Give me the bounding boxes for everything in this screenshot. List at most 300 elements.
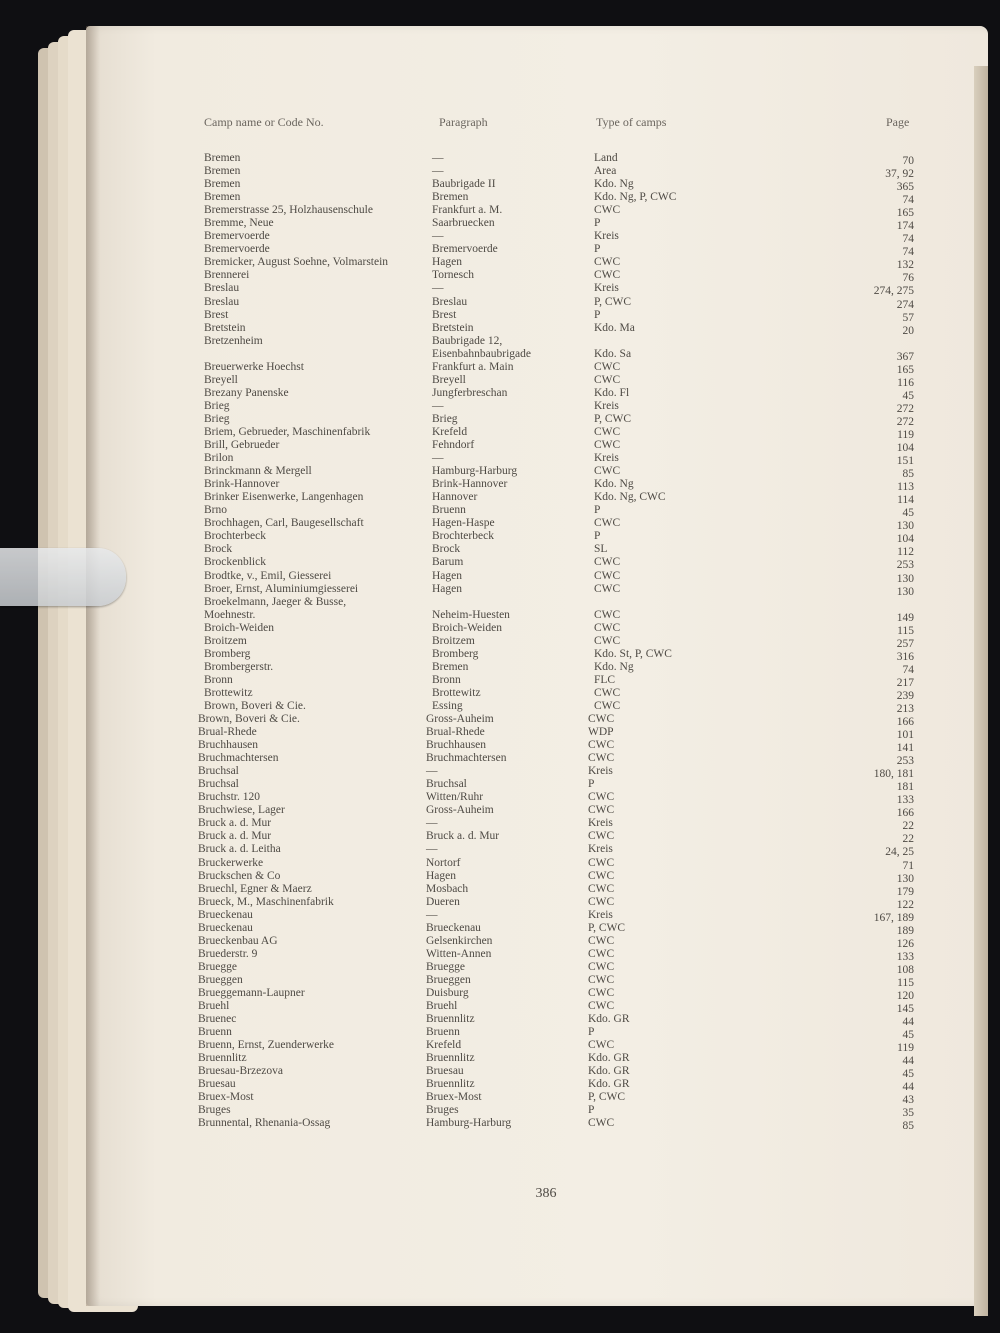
camp-name-cell: Bremen	[204, 191, 241, 204]
page-ref-cell: 22	[902, 833, 914, 846]
camp-name-cell: Bruck a. d. Mur	[198, 830, 272, 843]
table-row	[196, 1052, 916, 1068]
paragraph-cell: Bruchhausen	[426, 739, 487, 752]
table-row	[196, 1039, 916, 1055]
paragraph-cell: Hannover	[432, 491, 478, 504]
camp-type-cell: FLC	[594, 673, 616, 686]
page-ref-cell: 104	[896, 533, 914, 546]
page-ref-cell: 114	[897, 494, 914, 507]
camp-name-cell: Brown, Boveri & Cie.	[204, 699, 306, 712]
table-row	[196, 1013, 916, 1029]
table-row	[196, 322, 916, 335]
camp-name-cell: Brink-Hannover	[204, 478, 280, 491]
camp-type-cell: Kreis	[594, 452, 619, 465]
page-ref-cell: 149	[896, 611, 914, 624]
camp-name-cell: Brezany Panenske	[204, 386, 289, 399]
camp-name-cell: Brockenblick	[204, 556, 266, 569]
page-ref-cell: 126	[896, 937, 914, 950]
camp-type-cell: CWC	[594, 634, 621, 647]
paragraph-cell: Saarbruecken	[432, 217, 495, 230]
table-row	[196, 870, 916, 883]
paragraph-cell: Brueggen	[426, 973, 471, 986]
camp-name-cell: Brochhagen, Carl, Baugesellschaft	[204, 517, 364, 530]
header-camp-name: Camp name or Code No.	[204, 115, 324, 129]
table-row	[196, 413, 916, 426]
table-row	[196, 726, 916, 742]
camp-name-cell: Brueck, M., Maschinenfabrik	[198, 895, 334, 908]
page-ref-cell: 20	[902, 324, 914, 337]
table-row	[196, 269, 916, 285]
page-ref-cell: 274	[896, 298, 914, 311]
page-ref-cell: 116	[897, 376, 914, 389]
table-row	[196, 217, 916, 233]
table-row	[196, 909, 916, 922]
spine-shadow	[86, 26, 100, 1306]
camp-type-cell: SL	[594, 543, 608, 556]
paragraph-cell: Hagen	[432, 569, 463, 582]
paragraph-cell: Frankfurt a. M.	[432, 204, 503, 217]
table-row	[196, 530, 916, 546]
paragraph-cell: Brual-Rhede	[426, 726, 485, 739]
page-ref-cell: 272	[896, 402, 914, 415]
camp-name-cell: Brieg	[204, 412, 230, 425]
table-row	[196, 948, 916, 961]
camp-name-cell: Bremervoerde	[204, 230, 270, 243]
paragraph-cell: Brueckenau	[426, 921, 481, 934]
camp-name-cell: Brennerei	[204, 269, 250, 282]
table-row	[196, 491, 916, 507]
camp-type-cell: CWC	[588, 934, 615, 947]
paragraph-cell: Hagen-Haspe	[432, 517, 495, 530]
table-row	[196, 165, 916, 181]
camp-name-cell: Bruchhausen	[198, 739, 259, 752]
camp-type-cell: CWC	[594, 465, 621, 478]
camp-type-cell: Kdo. Sa	[594, 347, 632, 360]
table-row	[196, 974, 916, 987]
paragraph-cell: Bruennlitz	[426, 1013, 475, 1026]
camp-name-cell: Brueckenau	[198, 908, 253, 921]
camp-name-cell: Bruchstr. 120	[198, 791, 260, 804]
table-row	[196, 1000, 916, 1016]
table-row	[196, 204, 916, 220]
table-row	[196, 1091, 916, 1107]
page-ref-cell: 365	[896, 181, 914, 194]
camp-type-cell: CWC	[594, 360, 621, 373]
page-ref-cell: 57	[902, 311, 914, 324]
paragraph-cell: Krefeld	[426, 1039, 462, 1052]
page-ref-cell: 253	[896, 559, 914, 572]
camp-name-cell: Bremen	[204, 152, 241, 164]
paragraph-cell: Baubrigade 12,	[432, 334, 503, 347]
camp-type-cell: CWC	[588, 830, 615, 843]
table-row	[196, 804, 916, 820]
page-ref-cell: 165	[896, 363, 914, 376]
camp-type-cell: Kreis	[594, 399, 619, 412]
page-ref-cell: 174	[896, 220, 914, 233]
page-ref-cell: 166	[896, 807, 914, 820]
camp-type-cell: Kreis	[588, 817, 613, 830]
camp-type-cell: CWC	[588, 947, 615, 960]
page-ref-cell: 45	[902, 507, 914, 520]
table-row	[196, 987, 916, 1000]
camp-type-cell: CWC	[594, 204, 621, 217]
camp-type-cell: Kdo. Ng	[594, 178, 634, 191]
table-row	[196, 152, 916, 165]
camp-name-cell: Bremen	[204, 178, 241, 191]
page-ref-cell: 272	[896, 415, 914, 428]
camp-type-cell: Area	[594, 165, 617, 178]
table-row	[196, 961, 916, 974]
camp-name-cell: Bremicker, August Soehne, Volmarstein	[204, 256, 389, 269]
paragraph-cell: Bromberg	[432, 647, 479, 660]
page-ref-cell: 74	[902, 663, 914, 676]
table-row	[196, 830, 916, 846]
page-ref-cell: 74	[902, 233, 914, 246]
page-ref-cell: 189	[896, 924, 914, 937]
page-ref-cell: 45	[902, 1029, 914, 1042]
page-ref-cell: 181	[896, 781, 914, 794]
camp-name-cell: Brueggen	[198, 973, 243, 986]
paragraph-cell: —	[432, 230, 444, 243]
page-ref-cell: 112	[897, 546, 914, 559]
camp-type-cell: CWC	[594, 699, 621, 712]
table-row	[196, 896, 916, 909]
table-row	[196, 191, 916, 207]
camp-type-cell: Kdo. GR	[588, 1013, 630, 1026]
camp-name-cell: Brill, Gebrueder	[204, 439, 280, 452]
camp-name-cell: Bruennlitz	[198, 1052, 247, 1065]
camp-name-cell: Bruehl	[198, 1000, 230, 1013]
camp-type-cell: Kdo. Fl	[594, 386, 630, 399]
paragraph-cell: —	[426, 765, 438, 778]
page-ref-cell: 167, 189	[873, 911, 914, 924]
page-ref-cell: 44	[902, 1055, 914, 1068]
page-tab-marker	[0, 548, 126, 606]
camp-name-cell: Bruchwiese, Lager	[198, 804, 285, 817]
page-ref-cell: 85	[902, 1120, 914, 1133]
page-ref-cell: 253	[896, 755, 914, 768]
table-row	[196, 843, 916, 859]
table-row	[196, 752, 916, 768]
paragraph-cell: Brieg	[432, 412, 458, 425]
paragraph-cell: Gross-Auheim	[426, 804, 494, 817]
camp-name-cell: Bruegge	[198, 960, 237, 973]
table-row	[196, 713, 916, 729]
page-ref-cell: 145	[896, 1003, 914, 1016]
table-row	[196, 478, 916, 494]
camp-name-cell: Breyell	[204, 373, 238, 386]
table-row	[196, 739, 916, 755]
paragraph-cell: Witten-Annen	[426, 947, 492, 960]
table-row	[196, 400, 916, 413]
camp-type-cell: P	[594, 504, 601, 517]
camp-type-cell: P, CWC	[594, 412, 632, 425]
paragraph-cell: —	[432, 452, 444, 465]
table-row	[196, 465, 916, 481]
camp-type-cell: CWC	[588, 856, 615, 869]
table-row	[196, 1065, 916, 1081]
page-ref-cell: 22	[902, 820, 914, 833]
camp-type-cell: CWC	[588, 1000, 615, 1013]
camp-type-cell: CWC	[588, 987, 615, 999]
paragraph-cell: Bruchsal	[426, 778, 467, 791]
paragraph-cell: Hamburg-Harburg	[426, 1117, 512, 1130]
camp-name-cell: Bruchsal	[198, 765, 239, 778]
camp-index-list	[196, 152, 916, 1131]
paragraph-cell: Broitzem	[432, 634, 475, 647]
camp-name-cell: Bruck a. d. Mur	[198, 817, 272, 830]
camp-name-cell: Bruges	[198, 1104, 231, 1117]
camp-type-cell: Kreis	[588, 765, 613, 778]
camp-type-cell: Kdo. St, P, CWC	[594, 647, 672, 660]
paragraph-cell: Essing	[432, 699, 463, 712]
page-ref-cell: 113	[897, 481, 914, 494]
header-type: Type of camps	[596, 115, 667, 129]
page-ref-cell: 115	[897, 624, 914, 637]
camp-type-cell: P, CWC	[588, 1091, 626, 1104]
table-row	[196, 230, 916, 246]
paragraph-cell: —	[432, 282, 444, 295]
camp-name-cell: Brunnental, Rhenania-Ossag	[198, 1117, 331, 1130]
page-ref-cell: 213	[896, 702, 914, 715]
table-row	[196, 335, 916, 348]
camp-name-cell: Brochterbeck	[204, 530, 266, 543]
page-ref-cell: 70	[902, 155, 914, 167]
camp-type-cell: CWC	[588, 713, 615, 726]
table-row	[196, 178, 916, 194]
camp-name-cell: Brombergerstr.	[204, 660, 274, 673]
camp-name-cell: Bruchsal	[198, 778, 239, 791]
camp-type-cell: Kreis	[594, 282, 619, 295]
camp-type-cell: CWC	[588, 882, 615, 895]
camp-name-cell: Breuerwerke Hoechst	[204, 360, 304, 373]
paragraph-cell: Gross-Auheim	[426, 713, 494, 726]
table-row	[196, 674, 916, 687]
camp-type-cell: CWC	[594, 269, 621, 282]
camp-type-cell: CWC	[588, 1039, 615, 1052]
table-row	[196, 635, 916, 648]
paragraph-cell: Brottewitz	[432, 686, 481, 699]
table-row	[196, 439, 916, 455]
page-ref-cell: 43	[902, 1094, 914, 1107]
camp-type-cell: CWC	[588, 804, 615, 817]
paragraph-cell: Gelsenkirchen	[426, 934, 493, 947]
paragraph-cell: Bremervoerde	[432, 243, 498, 256]
paragraph-cell: Bruennlitz	[426, 1078, 475, 1091]
table-row	[196, 687, 916, 700]
paragraph-cell: Bruchmachtersen	[426, 752, 507, 765]
page-ref-cell: 130	[896, 520, 914, 533]
paragraph-cell: —	[426, 908, 438, 921]
camp-name-cell: Bromberg	[204, 647, 251, 660]
camp-name-cell: Bretstein	[204, 321, 246, 334]
camp-type-cell: CWC	[594, 373, 621, 386]
table-row	[196, 543, 916, 559]
paragraph-cell: Eisenbahnbaubrigade	[432, 347, 531, 360]
camp-type-cell: CWC	[594, 556, 621, 569]
paragraph-cell: Barum	[432, 556, 464, 569]
camp-type-cell: Kdo. Ng	[594, 660, 634, 673]
page-ref-cell: 130	[896, 872, 914, 885]
camp-type-cell: P, CWC	[588, 921, 626, 934]
camp-type-cell: CWC	[594, 621, 621, 634]
camp-name-cell: Bruesau	[198, 1078, 236, 1091]
camp-type-cell: Land	[594, 152, 618, 164]
paragraph-cell: Brink-Hannover	[432, 478, 508, 491]
paragraph-cell: Bruex-Most	[426, 1091, 482, 1104]
paragraph-cell: Bruenn	[432, 504, 466, 517]
camp-type-cell: CWC	[588, 791, 615, 804]
camp-name-cell: Broer, Ernst, Aluminiumgiesserei	[204, 582, 359, 595]
camp-type-cell: Kdo. Ng	[594, 478, 634, 491]
page-ref-cell: 130	[896, 572, 914, 585]
table-row	[196, 883, 916, 896]
table-row	[196, 309, 916, 322]
camp-name-cell: Bruckerwerke	[198, 856, 264, 869]
paragraph-cell: Witten/Ruhr	[426, 791, 484, 804]
camp-name-cell: Bruex-Most	[198, 1091, 254, 1104]
table-row	[196, 922, 916, 935]
page-ref-cell: 115	[897, 976, 914, 989]
paragraph-cell: Broich-Weiden	[432, 621, 502, 634]
camp-name-cell: Broekelmann, Jaeger & Busse,	[204, 595, 347, 608]
paragraph-cell: Brock	[432, 543, 461, 556]
camp-name-cell: Brueckenbau AG	[198, 934, 278, 947]
page-ref-cell: 133	[896, 950, 914, 963]
camp-name-cell: Breslau	[204, 295, 240, 308]
table-row	[196, 778, 916, 794]
camp-type-cell: Kdo. GR	[588, 1065, 630, 1078]
camp-name-cell: Bremen	[204, 165, 241, 178]
paragraph-cell: Hagen	[426, 869, 457, 882]
page-ref-cell: 130	[896, 585, 914, 598]
camp-type-cell: CWC	[588, 1117, 615, 1130]
page-ref-cell: 108	[896, 963, 914, 976]
page-ref-cell: 37, 92	[885, 168, 914, 181]
paragraph-cell: —	[426, 817, 438, 830]
camp-name-cell: Bruechl, Egner & Maerz	[198, 882, 312, 895]
paragraph-cell: Fehndorf	[432, 439, 475, 452]
paragraph-cell: Frankfurt a. Main	[432, 360, 514, 373]
table-row	[196, 256, 916, 272]
camp-name-cell: Brieg	[204, 399, 230, 412]
table-row	[196, 857, 916, 870]
page-ref-cell: 141	[896, 742, 914, 755]
camp-type-cell: P	[588, 1026, 595, 1039]
table-row	[196, 570, 916, 583]
page-ref-cell: 132	[896, 259, 914, 272]
table-row	[196, 935, 916, 948]
page-ref-cell: 133	[896, 794, 914, 807]
table-row	[196, 387, 916, 400]
page-ref-cell: 179	[896, 885, 914, 898]
camp-type-cell: Kdo. GR	[588, 1078, 630, 1091]
page-ref-cell: 122	[896, 898, 914, 911]
table-row	[196, 1104, 916, 1120]
camp-name-cell: Brottewitz	[204, 686, 253, 699]
camp-name-cell: Brno	[204, 504, 227, 517]
page-ref-cell: 24, 25	[885, 846, 914, 859]
paragraph-cell: Hagen	[432, 256, 463, 269]
page-ref-cell: 180, 181	[873, 768, 914, 781]
page-ref-cell: 119	[897, 428, 914, 441]
camp-name-cell: Bruchmachtersen	[198, 752, 279, 765]
page-ref-cell: 239	[896, 689, 914, 702]
page-ref-cell: 74	[902, 246, 914, 259]
page-ref-cell: 104	[896, 442, 914, 455]
camp-type-cell: CWC	[588, 960, 615, 973]
camp-name-cell: Brodtke, v., Emil, Giesserei	[204, 569, 332, 582]
camp-type-cell: P	[594, 243, 601, 256]
table-row	[196, 282, 916, 298]
page-ref-cell: 71	[902, 859, 914, 872]
table-row	[196, 243, 916, 259]
camp-type-cell: Kdo. Ma	[594, 321, 635, 334]
paragraph-cell: Bruenn	[426, 1026, 460, 1039]
camp-name-cell: Brual-Rhede	[198, 726, 257, 739]
paragraph-cell: Baubrigade II	[432, 178, 496, 191]
camp-name-cell: Broich-Weiden	[204, 621, 274, 634]
table-row	[196, 1026, 916, 1042]
page-ref-cell: 45	[902, 389, 914, 402]
camp-type-cell: CWC	[588, 739, 615, 752]
table-row	[196, 1078, 916, 1094]
table-row	[196, 556, 916, 572]
page-ref-cell: 151	[896, 455, 914, 468]
table-row	[196, 361, 916, 374]
paragraph-cell: —	[432, 165, 444, 178]
camp-name-cell: Breslau	[204, 282, 240, 295]
paragraph-cell: —	[432, 399, 444, 412]
paragraph-cell: Breslau	[432, 295, 468, 308]
camp-name-cell: Brueggemann-Laupner	[198, 987, 305, 999]
paragraph-cell: Dueren	[426, 895, 460, 908]
table-row	[196, 296, 916, 309]
camp-type-cell: CWC	[594, 608, 621, 621]
table-row	[196, 517, 916, 533]
paragraph-cell: Tornesch	[432, 269, 474, 282]
camp-type-cell: CWC	[588, 973, 615, 986]
camp-type-cell: CWC	[588, 895, 615, 908]
camp-name-cell: Brinckmann & Mergell	[204, 465, 312, 478]
paragraph-cell: Neheim-Huesten	[432, 608, 510, 621]
page-ref-cell: 274, 275	[873, 285, 914, 298]
camp-type-cell: P	[588, 778, 595, 791]
page-ref-cell: 44	[902, 1016, 914, 1029]
camp-type-cell: P	[588, 1104, 595, 1117]
table-row	[196, 374, 916, 387]
camp-type-cell: CWC	[588, 869, 615, 882]
camp-type-cell: P	[594, 308, 601, 321]
page-ref-cell: 120	[896, 990, 914, 1002]
camp-name-cell: Brown, Boveri & Cie.	[198, 713, 300, 726]
camp-type-cell: CWC	[594, 256, 621, 269]
camp-type-cell: Kdo. GR	[588, 1052, 630, 1065]
camp-type-cell: P, CWC	[594, 295, 632, 308]
table-row	[196, 426, 916, 439]
camp-type-cell: CWC	[594, 517, 621, 530]
page-number: 386	[535, 1186, 557, 1201]
paragraph-cell: Brest	[432, 308, 457, 321]
paragraph-cell: Bruck a. d. Mur	[426, 830, 500, 843]
page-ref-cell: 76	[902, 272, 914, 285]
camp-type-cell: CWC	[594, 569, 621, 582]
camp-name-cell: Brilon	[204, 452, 234, 465]
camp-type-cell: Kdo. Ng, P, CWC	[594, 191, 677, 204]
camp-type-cell: Kreis	[588, 843, 613, 856]
camp-type-cell: Kreis	[588, 908, 613, 921]
paragraph-cell: Duisburg	[426, 987, 469, 999]
